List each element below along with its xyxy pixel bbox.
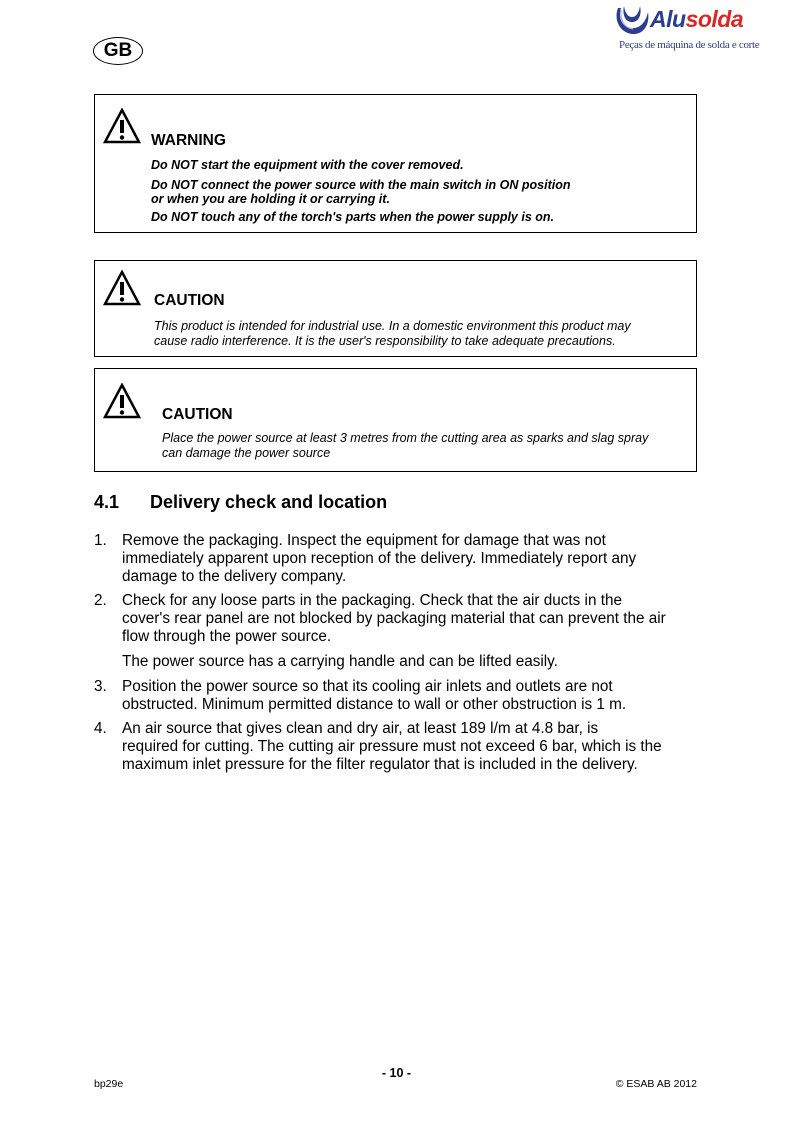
list-item-number: 4. — [94, 720, 107, 737]
caution-line: This product is intended for industrial use. In a domestic environment this product may — [154, 319, 631, 333]
warning-line: or when you are holding it or carrying it. — [151, 192, 390, 206]
warning-line: Do NOT start the equipment with the cover removed. — [151, 158, 464, 172]
logo-tagline: Peças de máquina de solda e corte — [619, 39, 760, 51]
caution-box — [94, 260, 697, 357]
caution-line: cause radio interference. It is the user's responsibility to take adequate precautions. — [154, 334, 616, 348]
list-item-number: 3. — [94, 678, 107, 695]
warning-triangle-icon — [103, 270, 141, 306]
section-title: Delivery check and location — [150, 492, 388, 512]
list-item-number: 1. — [94, 532, 107, 549]
section-number: 4.1 — [94, 492, 120, 512]
warning-line: Do NOT touch any of the torch's parts when the power supply is on. — [151, 210, 555, 224]
list-item-line: Check for any loose parts in the packaging. Check that the air ducts in the — [122, 592, 622, 609]
language-badge: GB — [93, 37, 143, 65]
warning-box — [94, 94, 697, 233]
logo-swirl-icon — [612, 2, 652, 38]
list-item-line: maximum inlet pressure for the filter regulator that is included in the delivery. — [122, 756, 638, 773]
list-item-line: immediately apparent upon reception of the delivery. Immediately report any — [122, 550, 637, 567]
list-item-line: cover's rear panel are not blocked by packaging material that can prevent the air — [122, 610, 666, 627]
list-item-line: required for cutting. The cutting air pressure must not exceed 6 bar, which is the — [122, 738, 662, 755]
list-item-line: Position the power source so that its cooling air inlets and outlets are not — [122, 678, 613, 695]
alusolda-logo — [612, 2, 760, 56]
list-item-line: Remove the packaging. Inspect the equipment for damage that was not — [122, 532, 606, 549]
warning-triangle-icon — [103, 383, 141, 419]
caution-title: CAUTION — [154, 292, 225, 309]
caution-title: CAUTION — [162, 406, 233, 423]
list-item-line: damage to the delivery company. — [122, 568, 347, 585]
warning-triangle-icon — [103, 108, 141, 144]
document-code: bp29e — [94, 1078, 124, 1090]
list-item-line: An air source that gives clean and dry air, at least 189 l/m at 4.8 bar, is — [122, 720, 599, 737]
page-number: - 10 - — [381, 1066, 412, 1080]
caution-box — [94, 368, 697, 472]
caution-line: Place the power source at least 3 metres from the cutting area as sparks and slag spray — [162, 431, 649, 445]
list-item-number: 2. — [94, 592, 107, 609]
warning-line: Do NOT connect the power source with the main switch in ON position — [151, 178, 571, 192]
caution-line: can damage the power source — [162, 446, 331, 460]
list-item-line: flow through the power source. — [122, 628, 332, 645]
logo-brand-alu: Alu — [650, 6, 686, 32]
logo-brand-solda: solda — [685, 6, 744, 32]
copyright: © ESAB AB 2012 — [615, 1078, 697, 1090]
warning-title: WARNING — [151, 132, 226, 149]
list-item-note: The power source has a carrying handle and can be lifted easily. — [122, 653, 558, 670]
logo-brand — [650, 6, 743, 32]
list-item-line: obstructed. Minimum permitted distance to wall or other obstruction is 1 m. — [122, 696, 627, 713]
